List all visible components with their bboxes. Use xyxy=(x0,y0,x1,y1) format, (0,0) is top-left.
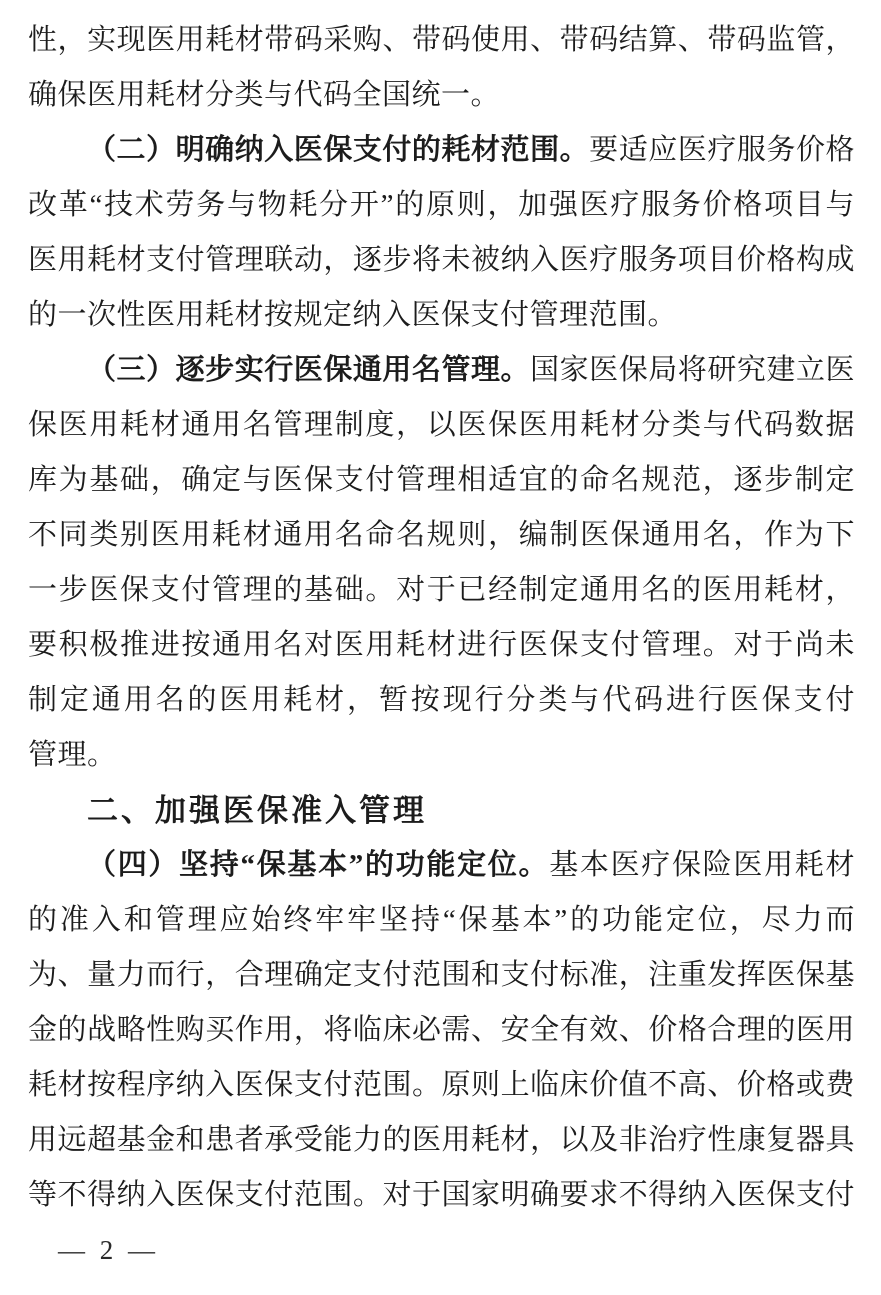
section-heading xyxy=(28,783,855,838)
text-line xyxy=(28,398,855,453)
text-line xyxy=(28,563,855,618)
text-line xyxy=(28,838,855,893)
paragraph-lead: （四）坚持“保基本”的功能定位。 xyxy=(87,849,550,881)
text-segment: 耗材按程序纳入医保支付范围。原则上临床价值不高、价格或费 xyxy=(28,1069,855,1101)
text-segment: 不同类别医用耗材通用名命名规则，编制医保通用名，作为下 xyxy=(28,519,855,551)
text-line xyxy=(28,948,855,1003)
text-segment: 基本医疗保险医用耗材 xyxy=(549,849,855,881)
text-line xyxy=(28,508,855,563)
text-line xyxy=(28,13,855,68)
text-segment: 用远超基金和患者承受能力的医用耗材，以及非治疗性康复器具 xyxy=(28,1124,855,1156)
text-line xyxy=(28,68,855,123)
text-segment: 的一次性医用耗材按规定纳入医保支付管理范围。 xyxy=(28,299,678,331)
text-line xyxy=(28,288,855,343)
text-line xyxy=(28,1003,855,1058)
text-segment: 要积极推进按通用名对医用耗材进行医保支付管理。对于尚未 xyxy=(28,629,855,661)
text-segment: 库为基础，确定与医保支付管理相适宜的命名规范，逐步制定 xyxy=(28,464,855,496)
text-segment: 国家医保局将研究建立医 xyxy=(530,354,855,386)
text-line xyxy=(28,233,855,288)
text-segment: 医用耗材支付管理联动，逐步将未被纳入医疗服务项目价格构成 xyxy=(28,244,855,276)
text-segment: 改革“技术劳务与物耗分开”的原则，加强医疗服务价格项目与 xyxy=(28,189,855,221)
text-line xyxy=(28,618,855,673)
text-segment: 制定通用名的医用耗材，暂按现行分类与代码进行医保支付 xyxy=(28,684,855,716)
text-line xyxy=(28,673,855,728)
text-segment: 保医用耗材通用名管理制度，以医保医用耗材分类与代码数据 xyxy=(28,409,855,441)
text-line xyxy=(28,728,855,783)
text-segment: 要适应医疗服务价格 xyxy=(589,134,855,166)
text-segment: 确保医用耗材分类与代码全国统一。 xyxy=(28,79,501,111)
text-segment: 为、量力而行，合理确定支付范围和支付标准，注重发挥医保基 xyxy=(28,959,855,991)
text-segment: 性，实现医用耗材带码采购、带码使用、带码结算、带码监管， xyxy=(28,24,855,56)
paragraph-lead: （二）明确纳入医保支付的耗材范围。 xyxy=(87,134,590,166)
text-line xyxy=(28,178,855,233)
text-line xyxy=(28,893,855,948)
text-line xyxy=(28,343,855,398)
text-line xyxy=(28,123,855,178)
paragraph-lead: （三）逐步实行医保通用名管理。 xyxy=(87,354,531,386)
text-line xyxy=(28,453,855,508)
page-number: — 2 — xyxy=(58,1235,159,1265)
text-segment: 的准入和管理应始终牢牢坚持“保基本”的功能定位，尽力而 xyxy=(28,904,855,936)
text-segment: 一步医保支付管理的基础。对于已经制定通用名的医用耗材， xyxy=(28,574,855,606)
text-line xyxy=(28,1113,855,1168)
text-segment: 金的战略性购买作用，将临床必需、安全有效、价格合理的医用 xyxy=(28,1014,855,1046)
heading-text: 二、加强医保准入管理 xyxy=(87,793,427,828)
text-segment: 等不得纳入医保支付范围。对于国家明确要求不得纳入医保支付 xyxy=(28,1179,855,1211)
text-line xyxy=(28,1058,855,1113)
text-segment: 管理。 xyxy=(28,739,117,771)
text-line xyxy=(28,1168,855,1223)
